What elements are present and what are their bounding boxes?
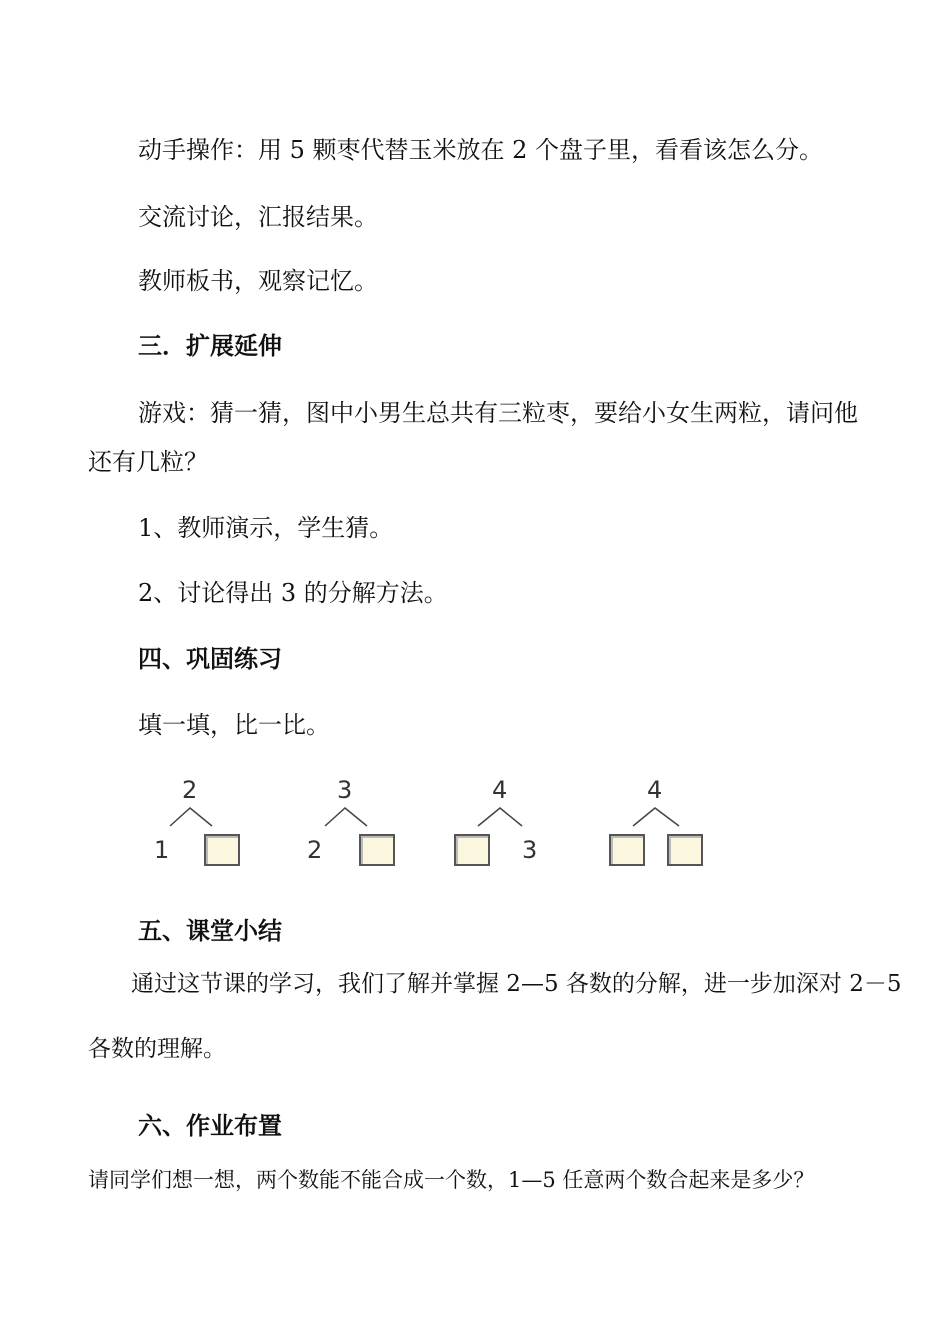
tree-right-number: 3: [522, 836, 538, 864]
answer-box[interactable]: [609, 834, 645, 866]
section-heading-extension: 三．扩展延伸: [138, 332, 282, 360]
decomposition-tree-3: [452, 770, 552, 870]
text-line-board: 教师板书，观察记忆。: [138, 267, 378, 295]
section-heading-homework: 六、作业布置: [138, 1112, 282, 1140]
decomposition-tree-2: [305, 770, 405, 870]
text-line-discuss: 交流讨论，汇报结果。: [138, 203, 378, 231]
section-heading-practice: 四、巩固练习: [138, 645, 282, 673]
decomposition-tree-4: [607, 770, 717, 870]
tree-left-number: 2: [307, 836, 323, 864]
text-line-homework: 请同学们想一想，两个数能不能合成一个数，1—5 任意两个数合起来是多少？: [88, 1168, 815, 1192]
tree-top-number: 4: [492, 776, 508, 804]
text-line-summary-1: 通过这节课的学习，我们了解并掌握 2—5 各数的分解，进一步加深对 2－5: [131, 971, 902, 997]
text-line-game-2: 还有几粒？: [88, 448, 208, 476]
text-line-summary-2: 各数的理解。: [88, 1036, 226, 1062]
answer-box[interactable]: [204, 834, 240, 866]
text-line-fill-compare: 填一填，比一比。: [138, 711, 330, 739]
section-heading-summary: 五、课堂小结: [138, 917, 282, 945]
tree-top-number: 4: [647, 776, 663, 804]
tree-top-number: 2: [182, 776, 198, 804]
text-line-step-2: 2、讨论得出 3 的分解方法。: [138, 579, 448, 607]
answer-box[interactable]: [359, 834, 395, 866]
tree-left-number: 1: [154, 836, 170, 864]
decomposition-tree-1: [150, 770, 250, 870]
text-line-game-1: 游戏：猜一猜，图中小男生总共有三粒枣，要给小女生两粒，请问他: [138, 399, 858, 427]
tree-top-number: 3: [337, 776, 353, 804]
answer-box[interactable]: [454, 834, 490, 866]
text-line-hands-on: 动手操作：用 5 颗枣代替玉米放在 2 个盘子里，看看该怎么分。: [138, 136, 824, 164]
text-line-step-1: 1、教师演示，学生猜。: [138, 514, 394, 542]
answer-box[interactable]: [667, 834, 703, 866]
